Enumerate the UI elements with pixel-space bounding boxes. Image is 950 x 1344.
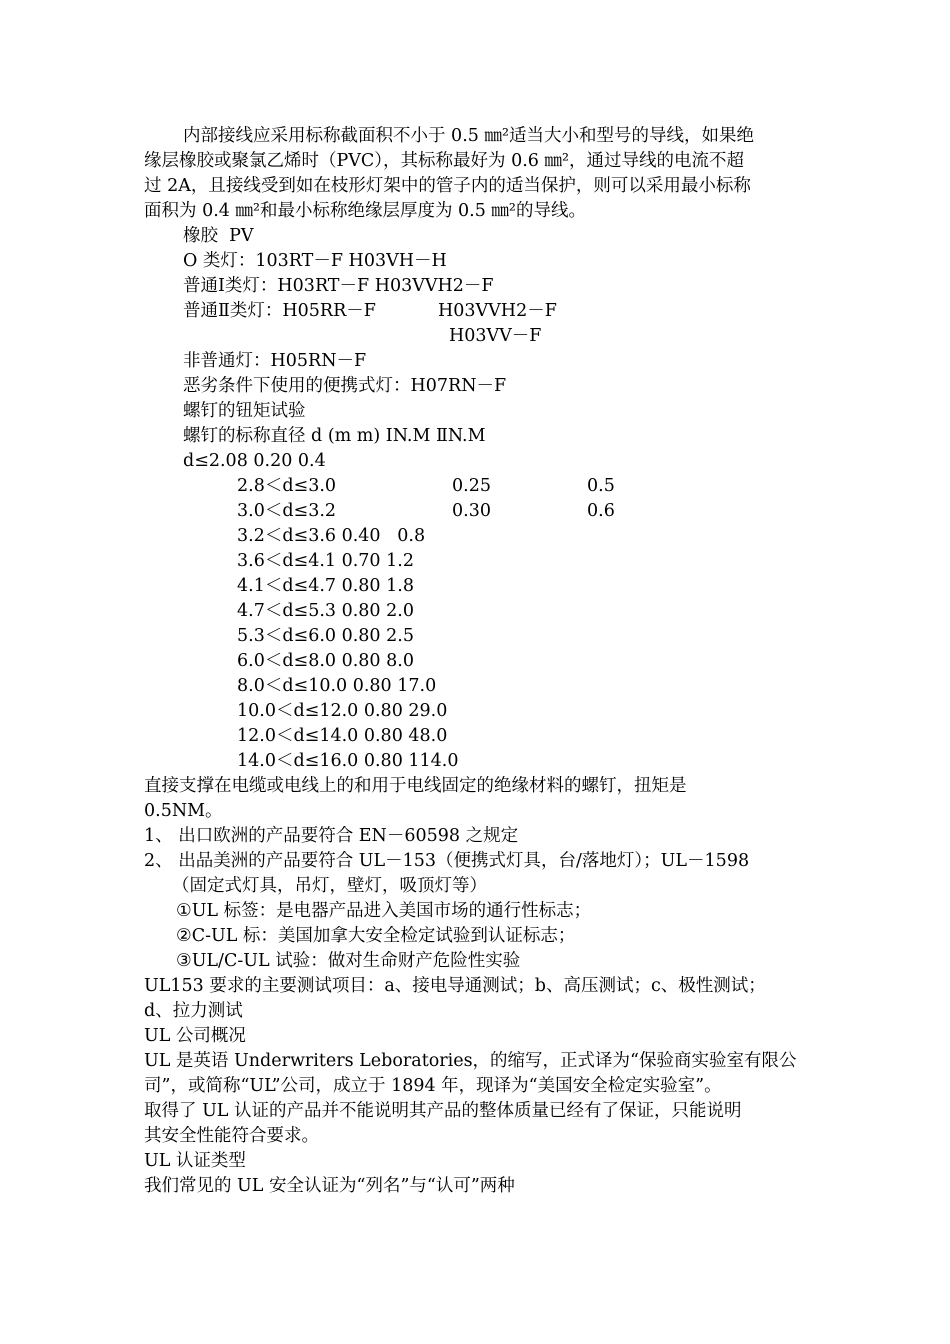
ul-overview-line: 取得了 UL 认证的产品并不能说明其产品的整体质量已经有了保证，只能说明 <box>144 1101 742 1121</box>
torque-row: d≤2.08 0.20 0.4 <box>183 451 326 471</box>
ul153-line: UL153 要求的主要测试项目：a、接电导通测试；b、高压测试；c、极性测试； <box>144 976 766 996</box>
ul-overview-line: 司”，或简称“UL”公司，成立于 1894 年，现译为“美国安全检定实验室”。 <box>144 1076 722 1096</box>
ul-cert-text: 我们常见的 UL 安全认证为“列名”与“认可”两种 <box>144 1176 515 1196</box>
list-item: 2、 出品美洲的产品要符合 UL－153（便携式灯具，台/落地灯）；UL－1598 <box>144 851 750 871</box>
torque-title: 螺钉的钮矩试验 <box>183 401 306 421</box>
torque-row-range: 3.0＜d≤3.2 <box>237 501 337 521</box>
cable-non-ordinary: 非普通灯：H05RN－F <box>183 351 367 371</box>
torque-header: 螺钉的标称直径 d (m m) ⅠN.M ⅡN.M <box>183 426 486 446</box>
torque-row-value1: 0.25 <box>452 476 491 496</box>
ul-overview-line: UL 是英语 Underwriters Leboratories，的缩写，正式译为“保验商实验室有限公 <box>144 1051 797 1071</box>
torque-row: 6.0＜d≤8.0 0.80 8.0 <box>237 651 414 671</box>
torque-row-value1: 0.30 <box>452 501 491 521</box>
direct-support-line: 直接支撑在电缆或电线上的和用于电线固定的绝缘材料的螺钉，扭矩是 <box>144 776 687 796</box>
cable-class2: 普通Ⅱ类灯：H05RR－F <box>183 301 376 321</box>
paragraph-line: 内部接线应采用标称截面积不小于 0.5 ㎜²适当大小和型号的导线，如果绝 <box>183 126 754 146</box>
torque-row: 3.6＜d≤4.1 0.70 1.2 <box>237 551 414 571</box>
torque-row: 4.1＜d≤4.7 0.80 1.8 <box>237 576 414 596</box>
torque-row-value2: 0.6 <box>587 501 615 521</box>
torque-row: 3.2＜d≤3.6 0.40 0.8 <box>237 526 426 546</box>
ul-overview-line: 其安全性能符合要求。 <box>144 1126 319 1146</box>
list-subitem: ①UL 标签：是电器产品进入美国市场的通行性标志； <box>176 901 592 921</box>
ul-cert-title: UL 认证类型 <box>144 1151 246 1171</box>
list-subitem: ③UL/C-UL 试验：做对生命财产危险性实验 <box>176 951 521 971</box>
torque-row: 10.0＜d≤12.0 0.80 29.0 <box>237 701 448 721</box>
direct-support-line: 0.5NM。 <box>144 801 223 821</box>
torque-row: 12.0＜d≤14.0 0.80 48.0 <box>237 726 448 746</box>
list-item: 1、 出口欧洲的产品要符合 EN－60598 之规定 <box>144 826 519 846</box>
cable-class1: 普通Ⅰ类灯：H03RT－F H03VVH2－F <box>183 276 494 296</box>
cable-class2-b: H03VVH2－F <box>438 301 557 321</box>
torque-row-range: 2.8＜d≤3.0 <box>237 476 337 496</box>
torque-row: 5.3＜d≤6.0 0.80 2.5 <box>237 626 414 646</box>
ul153-line: d、拉力测试 <box>144 1001 243 1021</box>
list-item-continuation: （固定式灯具，吊灯，壁灯，吸顶灯等） <box>172 876 487 896</box>
cable-class0: O 类灯：103RT－F H03VH－H <box>183 251 447 271</box>
cable-class2-c: H03VV－F <box>449 326 542 346</box>
cable-harsh: 恶劣条件下使用的便携式灯：H07RN－F <box>183 376 507 396</box>
paragraph-line: 面积为 0.4 ㎜²和最小标称绝缘层厚度为 0.5 ㎜²的导线。 <box>144 201 586 221</box>
paragraph-line: 过 2A，且接线受到如在枝形灯架中的管子内的适当保护，则可以采用最小标称 <box>144 176 751 196</box>
torque-row: 8.0＜d≤10.0 0.80 17.0 <box>237 676 437 696</box>
ul-overview-title: UL 公司概况 <box>144 1026 246 1046</box>
torque-row: 4.7＜d≤5.3 0.80 2.0 <box>237 601 414 621</box>
paragraph-line: 缘层橡胶或聚氯乙烯时（PVC），其标称最好为 0.6 ㎜²，通过导线的电流不超 <box>144 151 745 171</box>
list-subitem: ②C-UL 标：美国加拿大安全检定试验到认证标志； <box>176 926 576 946</box>
torque-row: 14.0＜d≤16.0 0.80 114.0 <box>237 751 459 771</box>
torque-row-value2: 0.5 <box>587 476 615 496</box>
cable-header: 橡胶 PV <box>183 226 254 246</box>
